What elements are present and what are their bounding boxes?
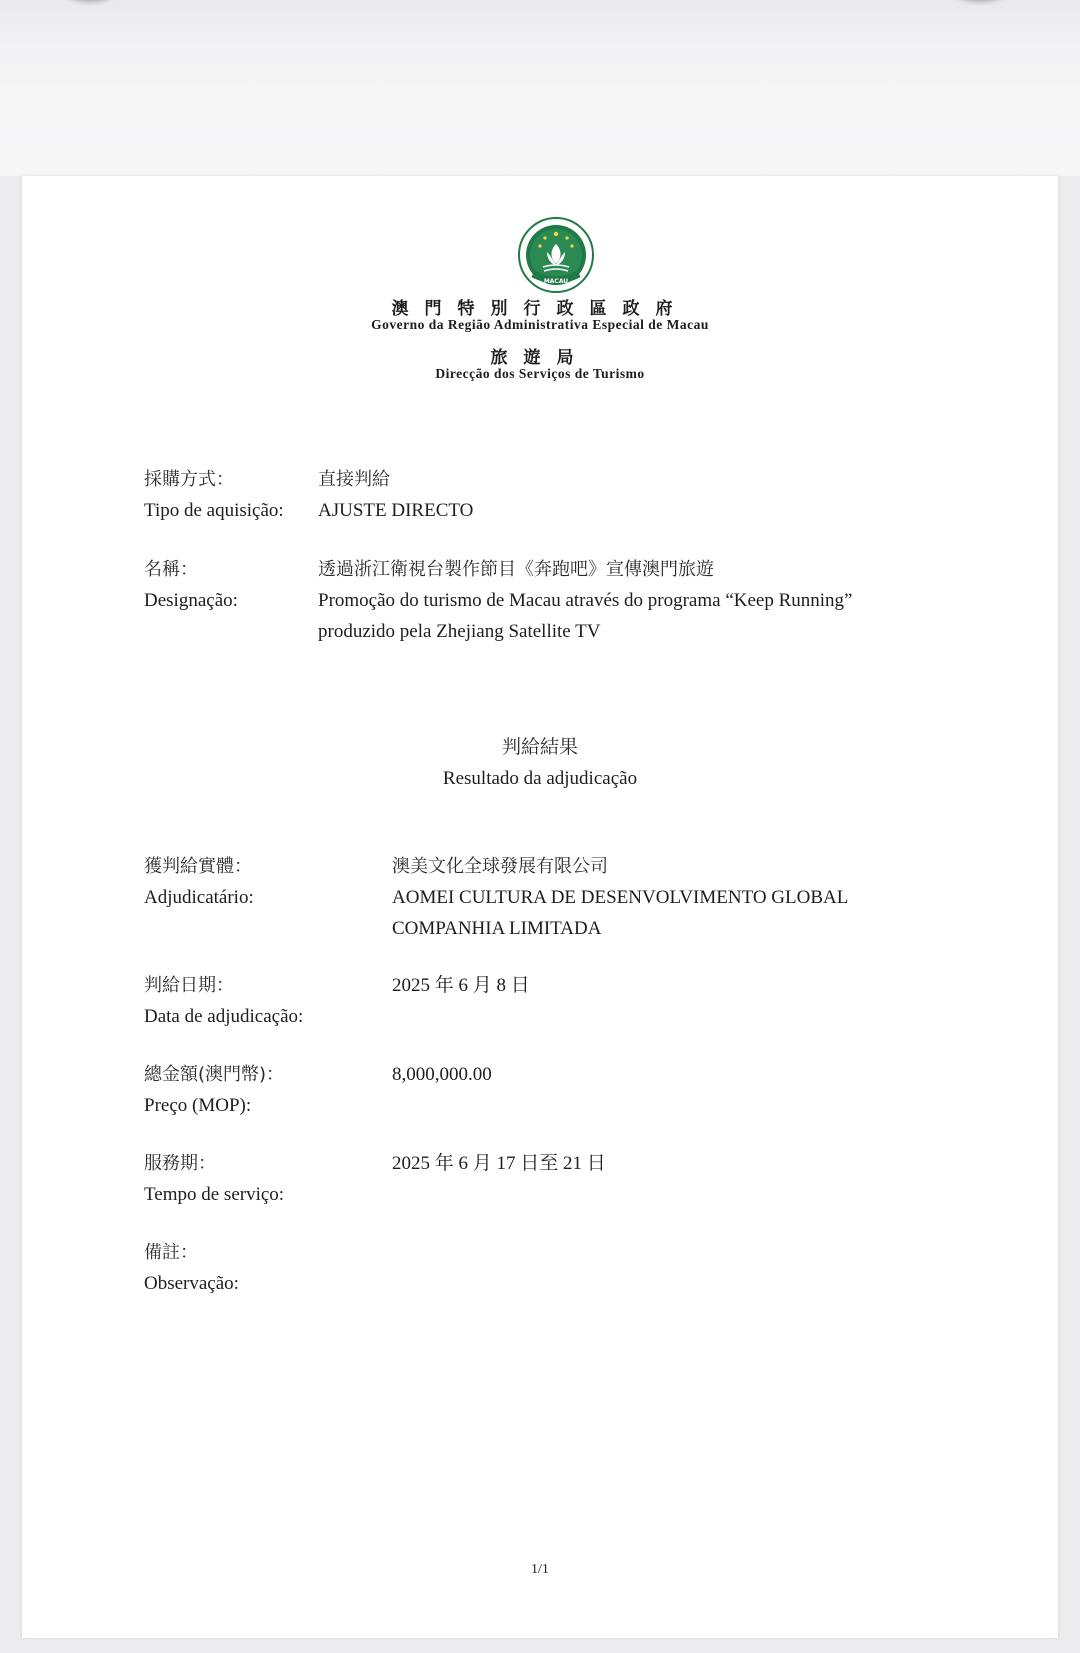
procurement-label-zh: 採購方式：	[144, 469, 234, 490]
designation-value-pt-line2: produzido pela Zhejiang Satellite TV	[318, 621, 601, 642]
remarks-label-zh: 備註：	[144, 1242, 198, 1263]
awardee-label-zh: 獲判給實體：	[144, 856, 252, 877]
designation-value-pt-line1: Promoção do turismo de Macau através do programa “Keep Running”	[318, 590, 853, 611]
result-title-pt: Resultado da adjudicação	[442, 768, 638, 789]
svg-text:MACAU: MACAU	[543, 278, 569, 285]
award-date-label-pt: Data de adjudicação:	[144, 1006, 304, 1027]
price-value: 8,000,000.00	[392, 1064, 492, 1085]
viewer-top-bar	[0, 0, 1080, 176]
service-period-label-pt: Tempo de serviço:	[144, 1184, 285, 1205]
remarks-label-pt: Observação:	[144, 1273, 239, 1294]
government-title-pt: Governo da Região Administrativa Especial de Macau	[371, 317, 709, 332]
procurement-value-pt: AJUSTE DIRECTO	[318, 500, 474, 521]
price-label-pt: Preço (MOP):	[144, 1095, 252, 1116]
award-date-value: 2025 年 6 月 8 日	[392, 975, 530, 996]
service-period-value: 2025 年 6 月 17 日至 21 日	[392, 1153, 606, 1174]
macau-emblem-icon	[517, 216, 595, 294]
department-title-pt: Direcção dos Serviços de Turismo	[435, 366, 645, 381]
awardee-value-pt-line2: COMPANHIA LIMITADA	[392, 918, 602, 939]
award-date-label-zh: 判給日期：	[144, 975, 234, 996]
result-title-zh: 判給結果	[501, 736, 578, 758]
document-page	[22, 176, 1058, 1638]
designation-label-zh: 名稱：	[144, 559, 198, 580]
awardee-value-pt-line1: AOMEI CULTURA DE DESENVOLVIMENTO GLOBAL	[392, 887, 849, 908]
page-number: 1/1	[531, 1562, 549, 1577]
designation-value-zh: 透過浙江衛視台製作節目《奔跑吧》宣傳澳門旅遊	[318, 559, 714, 580]
awardee-label-pt: Adjudicatário:	[144, 887, 254, 908]
procurement-label-pt: Tipo de aquisição:	[144, 500, 284, 521]
price-label-zh: 總金額(澳門幣)：	[144, 1064, 285, 1085]
procurement-value-zh: 直接判給	[318, 469, 390, 490]
department-title-zh: 旅遊局	[490, 348, 590, 368]
awardee-value-zh: 澳美文化全球發展有限公司	[392, 856, 608, 877]
government-title-zh: 澳門特別行政區政府	[391, 299, 689, 319]
service-period-label-zh: 服務期：	[144, 1153, 216, 1174]
designation-label-pt: Designação:	[144, 590, 238, 611]
